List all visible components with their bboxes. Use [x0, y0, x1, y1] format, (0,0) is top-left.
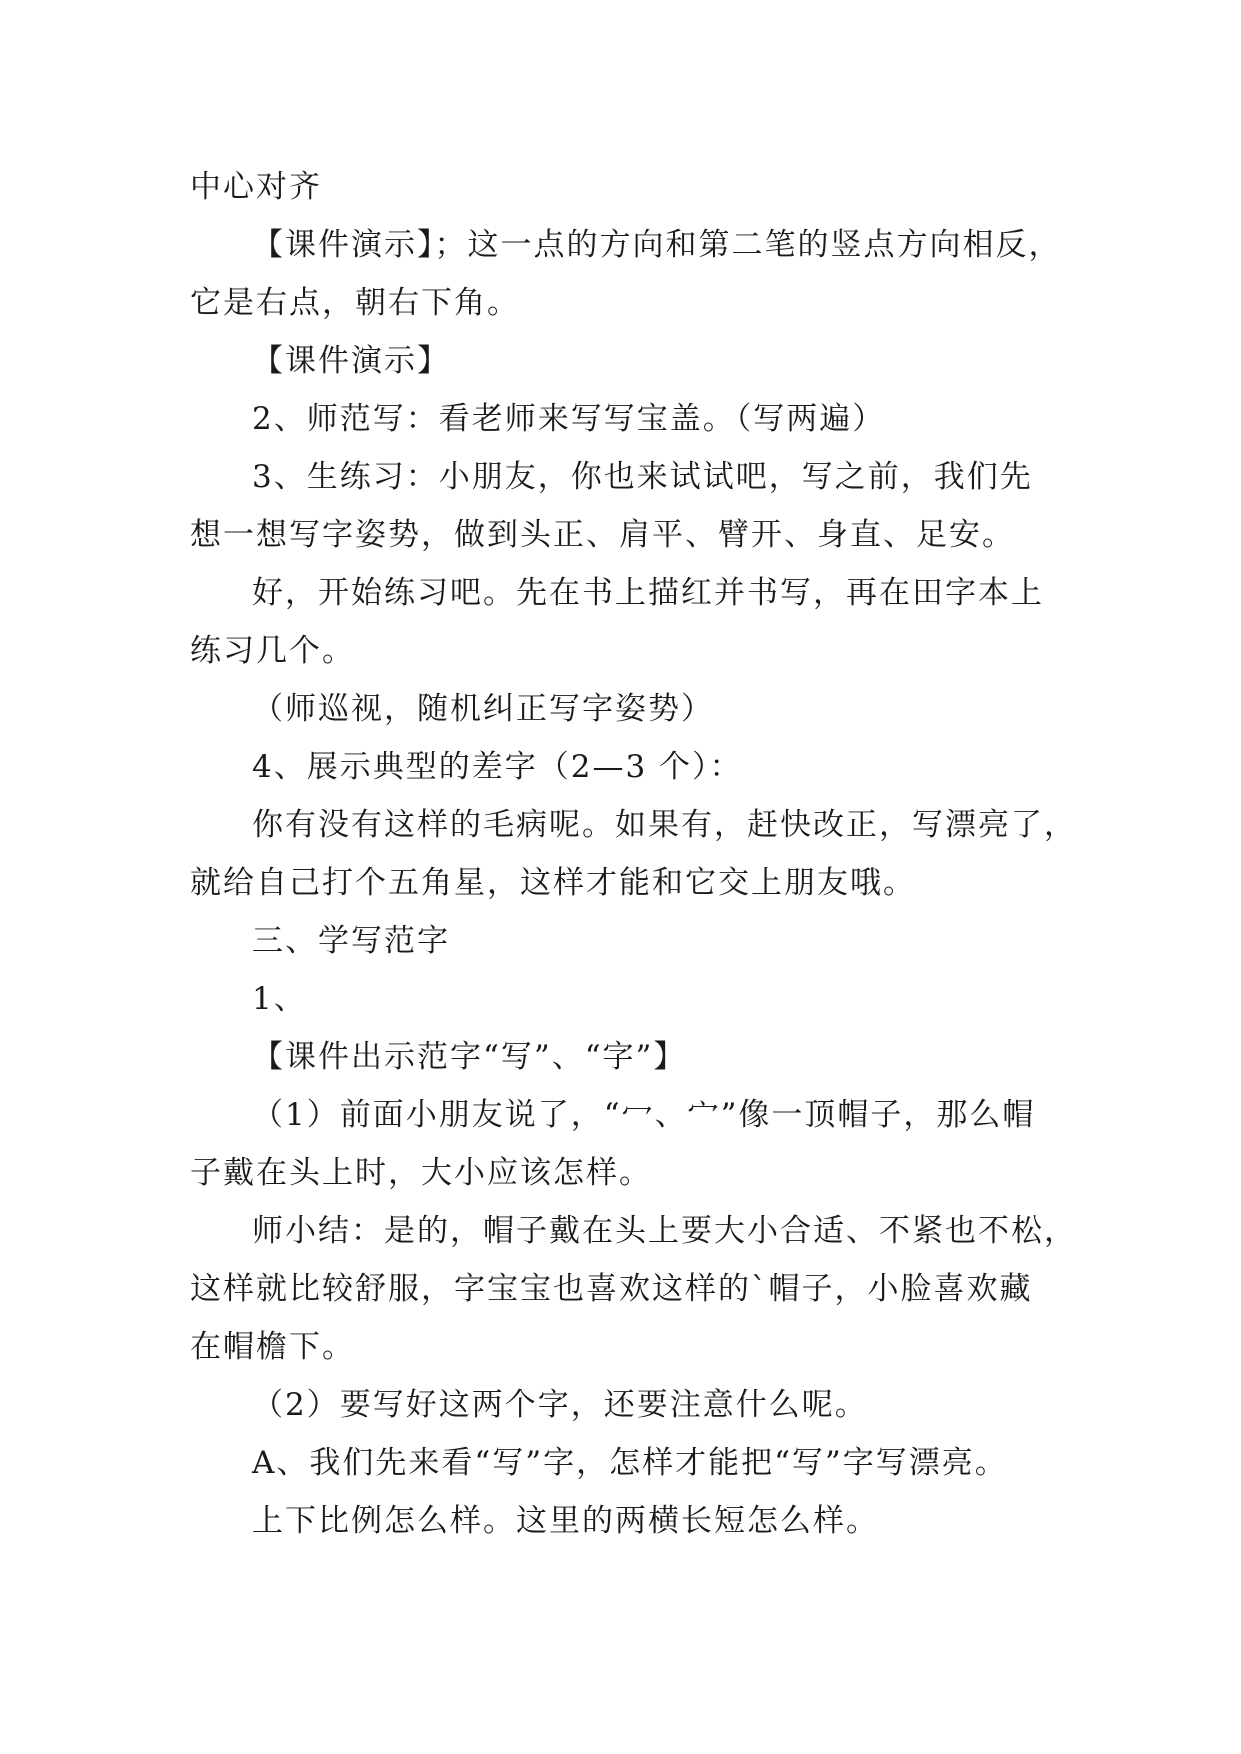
text-line: 在帽檐下。: [190, 1329, 355, 1365]
text-line: 练习几个。: [190, 633, 355, 669]
text-line: 师小结：是的，帽子戴在头上要大小合适、不紧也不松，: [252, 1213, 1077, 1249]
text-line: 这样就比较舒服，字宝宝也喜欢这样的`帽子，小脸喜欢藏: [190, 1271, 1033, 1307]
text-line: 子戴在头上时，大小应该怎样。: [190, 1155, 652, 1191]
text-line: 好，开始练习吧。先在书上描红并书写，再在田字本上: [252, 575, 1044, 611]
text-line: 3、生练习：小朋友，你也来试试吧，写之前，我们先: [252, 459, 1033, 495]
text-line: （师巡视，随机纠正写字姿势）: [252, 691, 714, 727]
document-body: [190, 158, 1090, 1550]
text-line: 【课件出示范字“写”、“字”】: [252, 1039, 687, 1075]
text-line: 三、学写范字: [252, 923, 450, 959]
text-line: 【课件演示】；这一点的方向和第二笔的竖点方向相反，: [252, 227, 1062, 263]
text-line: 你有没有这样的毛病呢。如果有，赶快改正，写漂亮了，: [252, 807, 1077, 843]
text-line: 中心对齐: [190, 169, 322, 205]
text-line: （1）前面小朋友说了，“冖、宀”像一顶帽子，那么帽: [252, 1097, 1036, 1133]
text-line: 【课件演示】: [252, 343, 450, 379]
text-line: 它是右点，朝右下角。: [190, 285, 520, 321]
text-line: 上下比例怎么样。这里的两横长短怎么样。: [252, 1503, 879, 1539]
text-line: 想一想写字姿势，做到头正、肩平、臂开、身直、足安。: [190, 517, 1015, 553]
text-line: 1、: [252, 981, 307, 1017]
text-line: A、我们先来看“写”字，怎样才能把“写”字写漂亮。: [252, 1445, 1008, 1481]
text-line: 2、师范写：看老师来写写宝盖。（写两遍）: [252, 401, 886, 437]
text-line: 4、展示典型的差字（2—3 个）：: [252, 749, 743, 785]
text-line: 就给自己打个五角星，这样才能和它交上朋友哦。: [190, 865, 916, 901]
text-line: （2）要写好这两个字，还要注意什么呢。: [252, 1387, 868, 1423]
